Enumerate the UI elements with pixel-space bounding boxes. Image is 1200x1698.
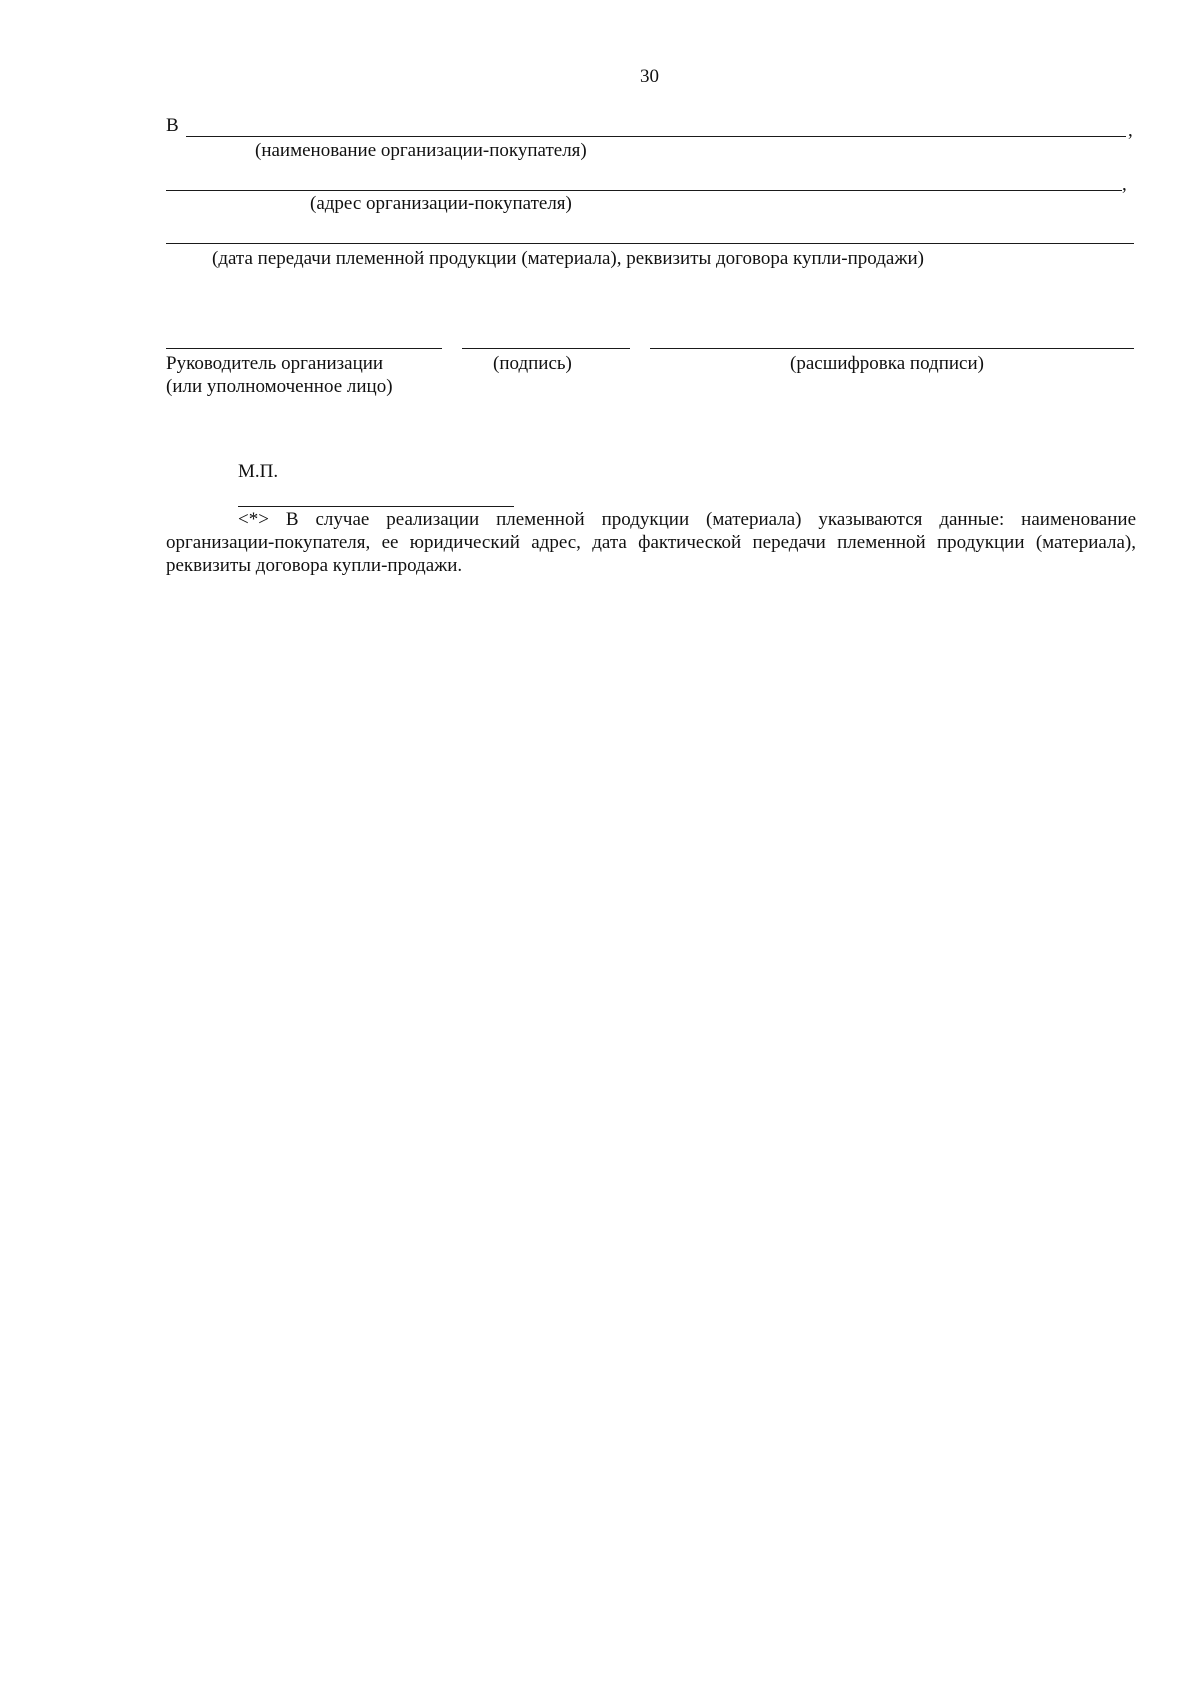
decryption-caption: (расшифровка подписи) <box>790 353 984 374</box>
prefix-v: В <box>166 115 179 136</box>
decryption-line[interactable] <box>650 348 1134 349</box>
head-label-line2: (или уполномоченное лицо) <box>166 376 393 397</box>
head-label-line1: Руководитель организации <box>166 353 384 374</box>
buyer-address-comma: , <box>1122 174 1127 195</box>
signature-caption: (подпись) <box>493 353 572 374</box>
buyer-name-line[interactable] <box>186 136 1126 137</box>
buyer-name-comma: , <box>1128 120 1133 141</box>
transfer-caption: (дата передачи племенной продукции (материала), реквизиты договора купли-продажи) <box>212 248 924 269</box>
buyer-address-caption: (адрес организации-покупателя) <box>310 193 572 214</box>
transfer-line[interactable] <box>166 243 1134 244</box>
buyer-name-caption: (наименование организации-покупателя) <box>255 140 587 161</box>
page-number: 30 <box>640 66 659 87</box>
head-line[interactable] <box>166 348 442 349</box>
footnote-text: <*> В случае реализации племенной продукции (материала) указываются данные: наименование организации-покупателя, ее юридический адрес, дата фактической передачи племенной продукции (материала), реквизиты договора купли-продажи. <box>166 509 1136 576</box>
footnote-separator <box>238 506 514 507</box>
signature-line[interactable] <box>462 348 630 349</box>
buyer-address-line[interactable] <box>166 190 1122 191</box>
stamp-label: М.П. <box>238 461 279 482</box>
